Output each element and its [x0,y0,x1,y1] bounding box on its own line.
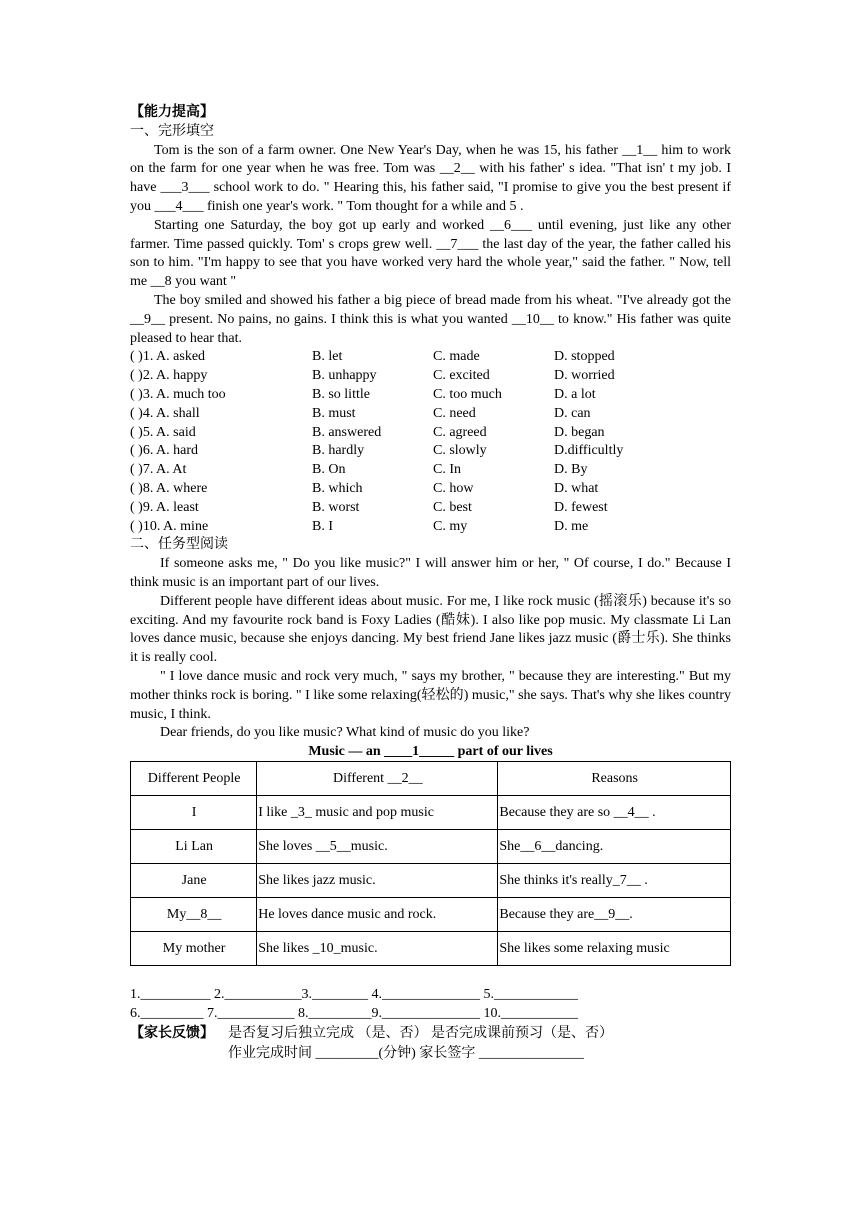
table-cell: She likes some relaxing music [498,932,731,966]
option-c: C. my [433,518,468,534]
option-d: D. stopped [554,349,615,365]
table-title: Music — an ____1_____ part of our lives [308,744,553,760]
option-row [130,480,731,499]
option-a: ( )1. A. asked [130,349,206,365]
options-list [130,348,731,536]
option-c: C. need [433,405,476,421]
table-cell: She likes jazz music. [257,864,498,898]
table-header-row [131,762,731,796]
answer-line[interactable]: 6._________ 7.___________ 8._________9.______________ 10.___________ [130,1005,578,1021]
option-a: ( )3. A. much too [130,386,226,402]
option-a: ( )6. A. hard [130,443,199,459]
reading-paragraph-3: " I love dance music and rock very much, " says my brother, " because they are interesting." But my mother thinks rock is boring. " I like some relaxing(轻松的) music," she says. That's why she likes country music, I think. [130,668,731,722]
option-c: C. excited [433,368,490,384]
option-c: C. In [433,462,461,478]
reading-paragraph-2: Different people have different ideas about music. For me, I like rock music (摇滚乐) because it's so exciting. And my favourite rock band is Foxy Ladies (酷妹). I also like pop music. My classmate Li Lan loves dance music, because she enjoys dancing. My best friend Jane likes jazz music (爵士乐). She thinks it is really cool. [130,593,731,666]
cloze-paragraph-1: Tom is the son of a farm owner. One New Year's Day, when he was 15, his father __1__ him to work on the farm for one year when he was free. Tom was __2__ with his father' s idea. "That isn' t my job. I have ___3___ school work to do. " Hearing this, his father said, "I promise to give you the best present if you ___4___ finish one year's work. " Tom thought for a while and 5 . [130,142,731,214]
table-row [131,932,731,966]
table-row [131,830,731,864]
option-b: B. must [312,405,356,421]
table-row [131,898,731,932]
option-d: D. By [554,462,588,478]
option-c: C. too much [433,386,502,402]
option-d: D. can [554,405,591,421]
reading-paragraph-4: Dear friends, do you like music? What kind of music do you like? [160,725,530,741]
option-b: B. unhappy [312,368,377,384]
music-table [130,761,731,966]
parent-feedback-row-2 [130,1044,731,1064]
option-d: D. me [554,518,589,534]
table-cell: Because they are so __4__ . [498,796,731,830]
table-cell: She loves __5__music. [257,830,498,864]
option-b: B. hardly [312,443,365,459]
table-cell: Jane [131,864,257,898]
table-cell: She likes _10_music. [257,932,498,966]
option-d: D. worried [554,368,615,384]
table-cell: She__6__dancing. [498,830,731,864]
option-b: B. answered [312,424,382,440]
option-a: ( )8. A. where [130,480,208,496]
option-row [130,424,731,443]
table-cell: He loves dance music and rock. [257,898,498,932]
table-row [131,864,731,898]
option-row [130,367,731,386]
option-b: B. let [312,349,343,365]
reading-paragraph-1: If someone asks me, " Do you like music?" I will answer him or her, " Of course, I do." Because I think music is an important part of our lives. [130,556,731,590]
table-cell: Li Lan [131,830,257,864]
option-c: C. agreed [433,424,487,440]
answer-line[interactable]: 1.__________ 2.___________3.________ 4.______________ 5.____________ [130,987,578,1003]
option-b: B. so little [312,386,370,402]
option-c: C. how [433,480,474,496]
table-cell: My__8__ [131,898,257,932]
table-cell: My mother [131,932,257,966]
option-row [130,499,731,518]
option-a: ( )5. A. said [130,424,196,440]
option-row [130,442,731,461]
option-d: D. a lot [554,386,596,402]
option-b: B. I [312,518,333,534]
option-d: D. fewest [554,499,608,515]
option-row [130,386,731,405]
answer-lines [130,986,731,1024]
option-a: ( )10. A. mine [130,518,209,534]
table-cell: I [131,796,257,830]
parent-feedback-label: 【家长反馈】 [130,1025,214,1041]
option-a: ( )7. A. At [130,462,187,478]
part1-title: 一、完形填空 [130,123,214,139]
option-c: C. slowly [433,443,487,459]
parent-feedback-line2: 作业完成时间 _________(分钟) 家长签字 _______________ [228,1045,584,1061]
option-d: D.difficultly [554,443,624,459]
option-a: ( )2. A. happy [130,368,208,384]
cloze-paragraph-2: Starting one Saturday, the boy got up early and worked __6___ until evening, just like any other farmer. Time passed quickly. Tom' s crops grew well. __7___ the last day of the year, the father called his son to him. "I'm happy to see that you have worked very hard the whole year," said the father. " Now, tell me __8 you want " [130,217,731,290]
part2-title: 二、任务型阅读 [130,537,228,553]
option-a: ( )4. A. shall [130,405,200,421]
parent-feedback-row [130,1024,731,1044]
table-header-cell: Reasons [498,762,731,796]
option-c: C. made [433,349,480,365]
option-a: ( )9. A. least [130,499,199,515]
option-row [130,405,731,424]
table-cell: I like _3_ music and pop music [257,796,498,830]
section-heading: 【能力提高】 [130,105,214,120]
option-row [130,461,731,480]
option-d: D. what [554,480,599,496]
cloze-paragraph-3: The boy smiled and showed his father a big piece of bread made from his wheat. "I've already got the __9__ present. No pains, no gains. I think this is what you wanted __10__ to know." His father was quite pleased to hear that. [130,292,731,346]
table-header-cell: Different __2__ [257,762,498,796]
option-row [130,518,731,537]
option-b: B. On [312,462,346,478]
worksheet-page [130,104,731,1064]
option-b: B. which [312,480,363,496]
table-header-cell: Different People [131,762,257,796]
option-row [130,348,731,367]
table-row [131,796,731,830]
option-b: B. worst [312,499,360,515]
table-cell: Because they are__9__. [498,898,731,932]
option-c: C. best [433,499,472,515]
parent-feedback-line1: 是否复习后独立完成 （是、否） 是否完成课前预习（是、否） [228,1025,613,1041]
option-d: D. began [554,424,605,440]
table-cell: She thinks it's really_7__ . [498,864,731,898]
